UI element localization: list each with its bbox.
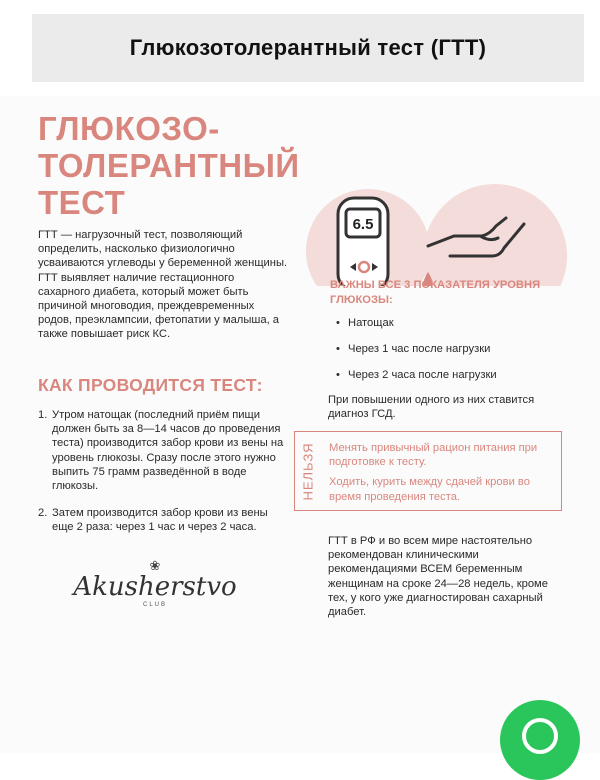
whatsapp-icon [518,714,562,758]
glucometer-illustration [300,96,570,286]
important-item-text: Через 2 часа после нагрузки [348,369,497,381]
important-heading: ВАЖНЫ ВСЕ 3 ПОКАЗАТЕЛЯ УРОВНЯ ГЛЮКОЗЫ: [330,279,541,306]
poster-title-line: ТЕСТ [38,184,126,221]
step-text: Затем производится забор крови из вены еще 2 раза: через 1 час и через 2 часа. [52,507,268,534]
step-number: 1. [38,409,48,421]
meter-value: 6.5 [352,216,374,233]
steps-list [38,408,288,548]
header-box [32,14,584,82]
forbidden-item: Менять привычный рацион питания при подготовке к тесту. [329,442,538,469]
forbidden-label: НЕЛЬЗЯ [300,441,316,501]
important-item: • Через 1 час после нагрузки [336,343,491,355]
poster-title-line: ГЛЮКОЗО- [38,110,220,147]
forbidden-item: Ходить, курить между сдачей крови во время проведения теста. [329,476,530,503]
poster-title [38,110,308,221]
page-title: Глюкозотолерантный тест (ГТТ) [129,35,487,60]
important-item-text: Натощак [348,317,394,329]
forbidden-list [329,441,555,510]
important-note: При повышении одного из них ставится диагноз ГСД. [328,394,535,421]
step-number: 2. [38,507,48,520]
flower-icon: ❀ [149,558,161,573]
logo-brand: Akusherstvo [73,572,237,602]
forbidden-box [294,431,562,511]
intro-paragraph: ГТТ — нагрузочный тест, позволяющий определить, насколько физиологично усваиваются углеводы у беременной женщины. [38,229,288,270]
whatsapp-button[interactable] [500,700,580,780]
poster-title-line: ТОЛЕРАНТНЫЙ [38,147,300,184]
intro-text [38,228,288,342]
important-item-text: Через 1 час после нагрузки [348,343,491,355]
step-item [38,408,288,493]
howto-heading: КАК ПРОВОДИТСЯ ТЕСТ: [38,375,263,395]
logo-sub: CLUB [142,602,167,608]
step-text: Утром натощак (последний приём пищи должен быть за 8—14 часов до проведения теста) производится забор крови из вены на уровень глюкозы. Сразу после этого нужно выпить 75 грамм разведённой в воде глюкозы. [52,409,284,493]
important-list [336,316,566,394]
top-bar [0,0,600,96]
pink-circle-right [423,184,567,286]
final-note: ГТТ в РФ и во всем мире настоятельно рекомендован клиническими рекомендациями ВСЕМ беременным женщинам на сроке 24—28 недель, кроме тех, у кого уже диагностирован сахарный диабет. [328,535,548,619]
important-item: • Через 2 часа после нагрузки [336,369,497,381]
brand-logo [70,560,240,608]
intro-paragraph: ГТТ выявляет наличие гестационного сахарного диабета, который может быть причиной многоводия, преждевременных родов, преэклампсии, фетопатии у малыша, а также повышает риск КС. [38,271,280,341]
forbidden-label-wrap [297,432,319,510]
step-item [38,506,288,534]
important-item: • Натощак [336,317,394,329]
